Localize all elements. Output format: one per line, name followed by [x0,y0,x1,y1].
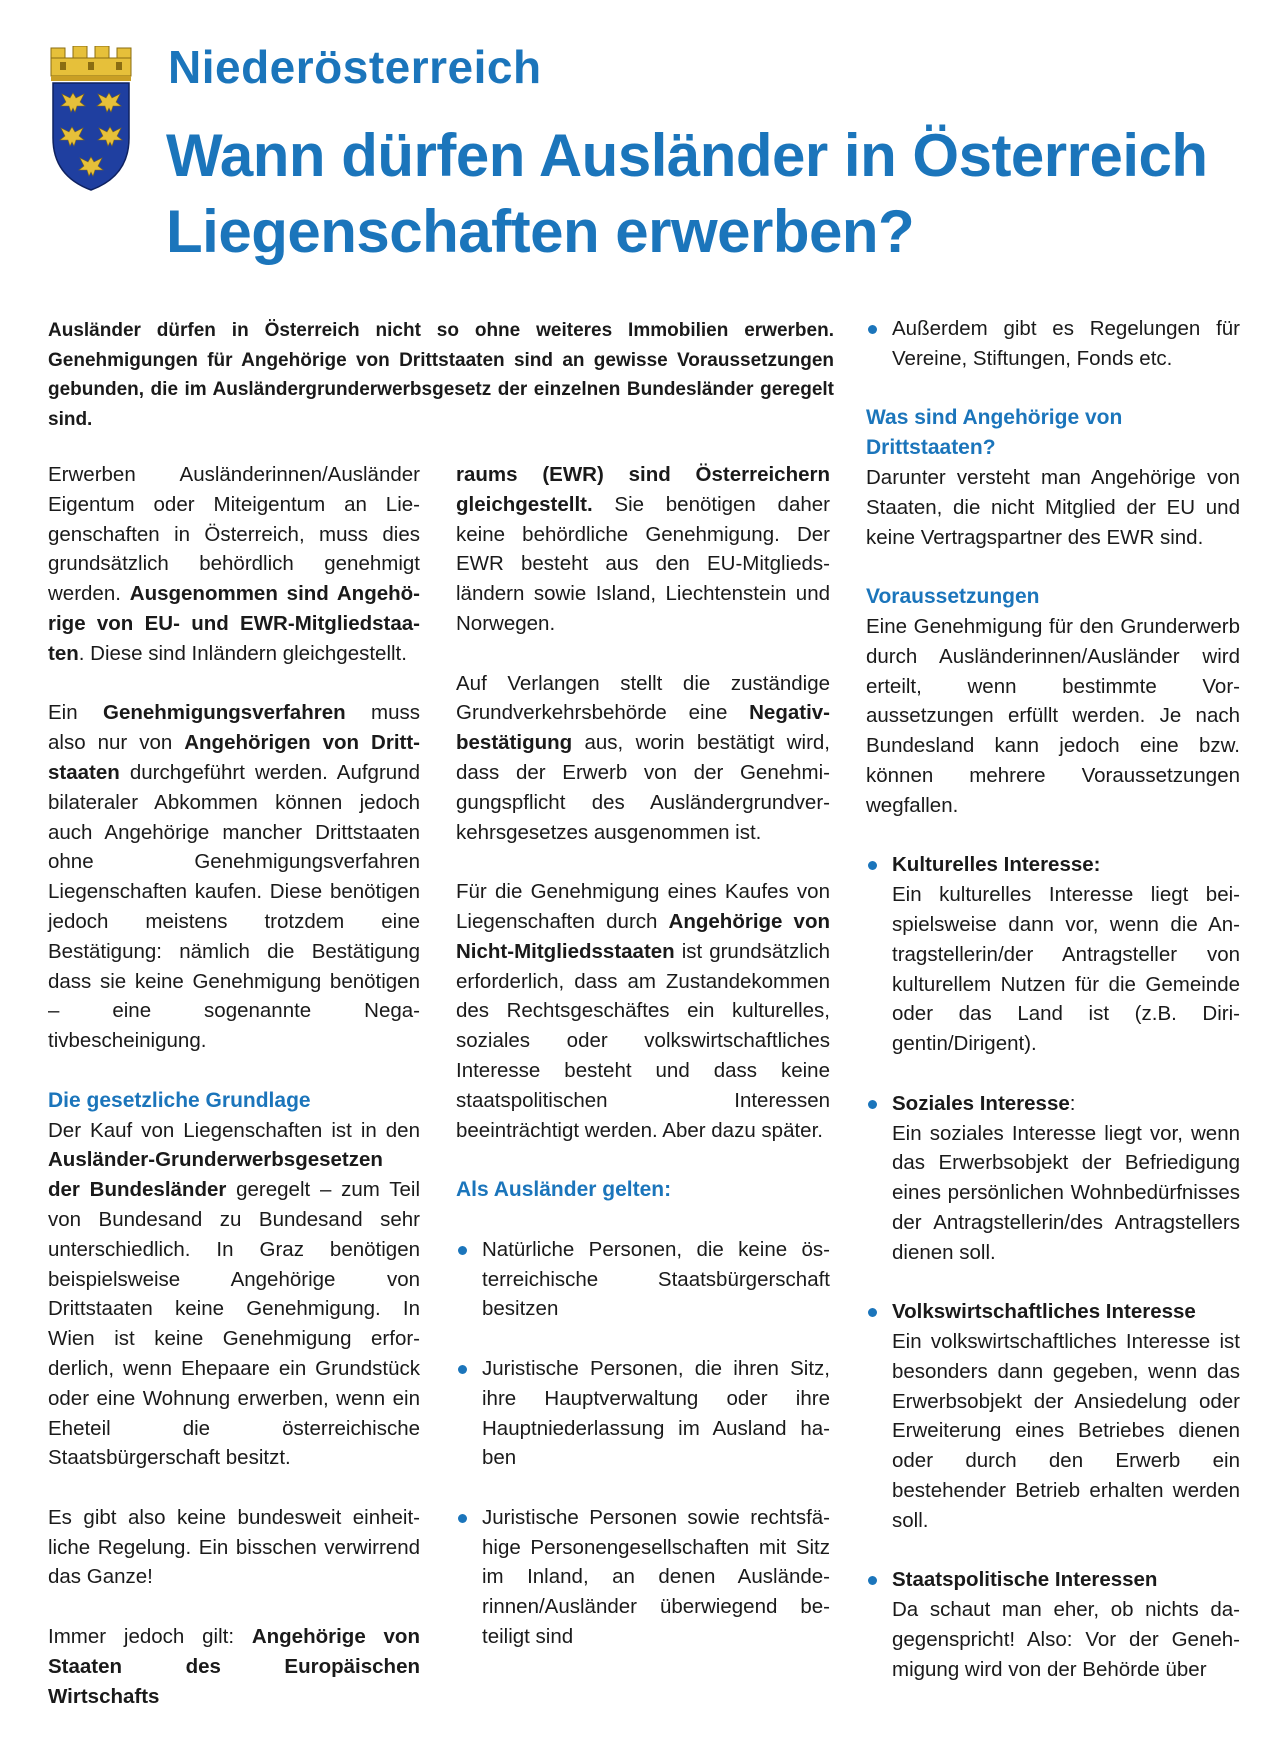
interest-item-economic: Volkswirtschaftliches Interesse Ein volkswirtschaftliches Interesse ist besonders dann gegeben, wenn das Erwerbsobjekt der Ansiedelung oder Erweiterung eines Betriebes dienen oder durch den Erwerb ein bestehender Betrieb erhalten werden soll. [866,1297,1240,1535]
paragraph-negative-confirmation: Auf Verlangen stellt die zuständige Grundverkehrsbehörde eine Negativbestätigung aus, worin bestätigt wird, dass der Erwerb von der Genehmigungspflicht des Ausländergrundverkehrsgesetzes ausgenommen ist. [456,671,830,844]
paragraph-no-uniform-rule: Es gibt also keine bundesweit einheitliche Regelung. Ein bisschen verwirrend das Ganze! [48,1505,420,1589]
coat-of-arms-logo [48,46,134,192]
list-item: Außerdem gibt es Regelungen für Vereine, Stiftungen, Fonds etc. [866,314,1240,374]
interests-list [866,850,1240,1684]
list-item: Juristische Personen, die ihren Sitz, ihre Hauptverwaltung oder ihre Hauptniederlassung im Ausland haben [456,1354,830,1473]
region-title: Niederösterreich [168,41,542,93]
paragraph-approval: Für die Genehmigung eines Kaufes von Liegenschaften durch Angehörige von Nicht-Mitgliedsstaaten ist grundsätzlich erforderlich, dass am Zustandekommen des Rechtsgeschäftes ein kulturelles, soziales oder volkswirtschaftliches Interesse besteht und dass keine staatspolitischen Interessen beeinträchtigt werden. Aber dazu später. [456,880,830,1142]
interest-item-cultural: Kulturelles Interesse: Ein kulturelles Interesse liegt beispielsweise dann vor, wenn die Antragstellerin/der Antragsteller von kulturellem Nutzen für die Gemeinde oder das Land ist (z.B. Dirigentin/Dirigent). [866,850,1240,1059]
paragraph-procedure: Ein Genehmigungsverfahren muss also nur von Angehörigen von Drittstaaten durchgeführt werden. Aufgrund bilateraler Abkommen können jedoch auch Angehörige mancher Drittstaaten ohne Genehmigungsverfahren Liegenschaften kaufen. Diese benötigen jedoch meistens trotzdem eine Bestätigung: nämlich die Bestätigung dass sie keine Genehmigung benötigen – eine sogenannte Negativbescheinigung. [48,701,420,1053]
list-item: Juristische Personen sowie rechtsfähige Personengesellschaften mit Sitz im Inland, an denen Ausländerinnen/Ausländer überwiegend beteiligt sind [456,1503,830,1652]
list-item: Natürliche Personen, die keine österreichische Staatsbürgerschaft besitzen [456,1235,830,1324]
column-middle [456,460,830,1682]
lead-paragraph: Ausländer dürfen in Österreich nicht so ohne weiteres Immobilien erwerben. Genehmigungen für Angehörige von Drittstaaten sind an gewisse Voraussetzungen gebunden, die im Ausländergrunderwerbsgesetz der einzelnen Bundesländer geregelt sind. [48,320,834,430]
paragraph-ewr: raums (EWR) sind Österreichern gleichgestellt. Sie benötigen daher keine behördliche Genehmigung. Der EWR besteht aus den EU-Mitgliedsländern sowie Island, Liechtenstein und Norwegen. [456,463,830,635]
interest-item-political: Staatspolitische Interessen Da schaut man eher, ob nichts dagegenspricht! Also: Vor der Genehmigung wird von der Behörde über [866,1565,1240,1684]
paragraph-third-country: Darunter versteht man Angehörige von Staaten, die nicht Mitglied der EU und keine Vertragspartner des EWR sind. [866,465,1240,549]
page-headline: Wann dürfen Ausländer in Österreich Liegenschaften erwerben? [166,122,1208,265]
heading-third-country: Was sind Angehörige von Drittstaaten? [866,406,1123,460]
interest-item-social: Soziales Interesse: Ein soziales Interesse liegt vor, wenn das Erwerbsobjekt der Befriedigung eines persönlichen Wohnbedürfnisses der Antragstellerin/des Antragstellers dienen soll. [866,1089,1240,1268]
foreigners-list [456,1235,830,1652]
foreigners-list-continued [866,314,1240,374]
paragraph-always-applies: Immer jedoch gilt: Angehörige von Staaten des Europäischen Wirtschafts [48,1625,420,1708]
crown-icon [51,46,131,81]
paragraph-requirements: Eine Genehmigung für den Grunderwerb durch Ausländerinnen/Ausländer wird erteilt, wenn bestimmte Voraussetzungen erfüllt werden. Je nach Bundesland kann jedoch eine bzw. können mehrere Voraussetzungen wegfallen. [866,614,1240,817]
heading-requirements: Voraussetzungen [866,585,1040,609]
column-left [48,460,420,1711]
heading-foreigners: Als Ausländer gelten: [456,1178,672,1202]
paragraph-legal-basis: Der Kauf von Liegenschaften ist in den Ausländer-Grunderwerbsgesetzen der Bundesländer geregelt – zum Teil von Bundesand zu Bundesand sehr unterschiedlich. In Graz benötigen beispielsweise Angehörige von Drittstaaten keine Genehmigung. In Wien ist keine Genehmigung erforderlich, wenn Ehepaare ein Grundstück oder eine Wohnung erwerben, wenn ein Eheteil die österreichische Staatsbürgerschaft besitzt. [48,1118,420,1470]
paragraph-intro: Erwerben Ausländerinnen/Ausländer Eigentum oder Miteigentum an Liegenschaften in Österreich, muss dies grundsätzlich behördlich genehmigt werden. Ausgenommen sind Angehörige von EU- und EWR-Mitgliedstaaten. Diese sind Inländern gleichgestellt. [48,463,420,665]
column-right [866,314,1240,1685]
heading-legal-basis: Die gesetzliche Grundlage [48,1088,311,1112]
